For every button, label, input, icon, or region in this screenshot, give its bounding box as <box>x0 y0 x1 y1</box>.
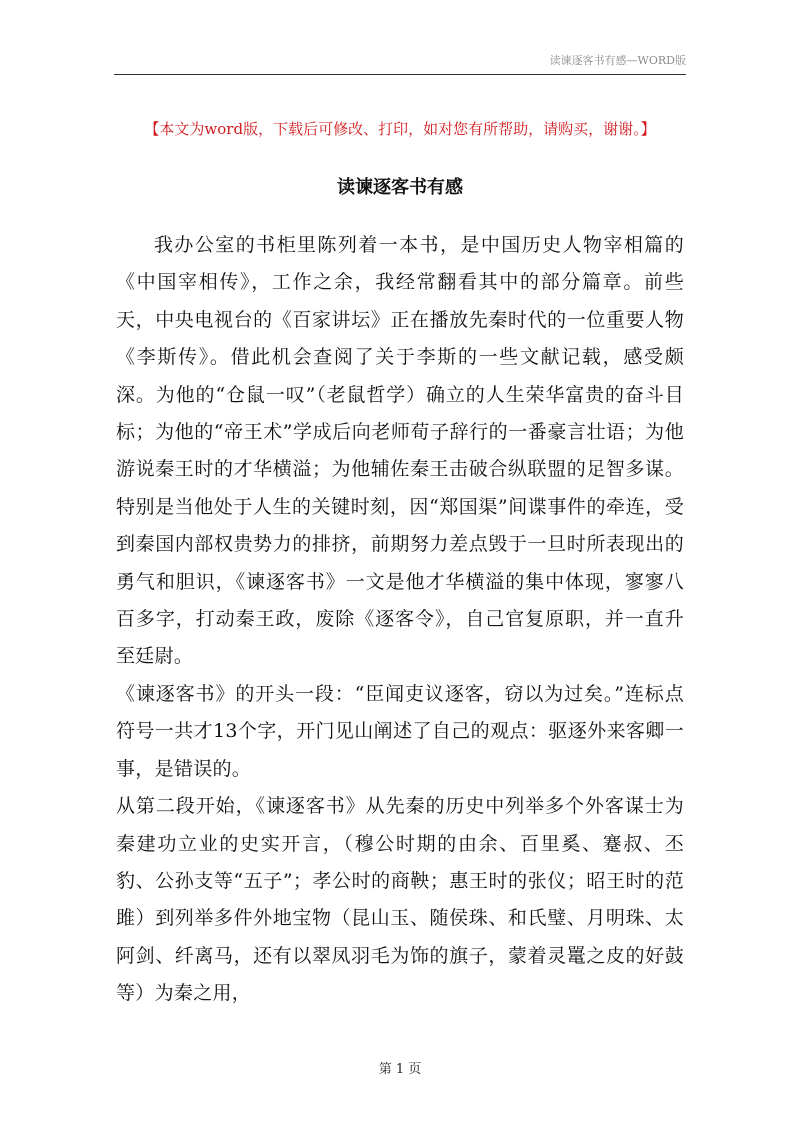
document-title: 读谏逐客书有感 <box>337 177 463 198</box>
page-number: 第 1 页 <box>378 1062 422 1077</box>
paragraph-1: 我办公室的书柜里陈列着一本书，是中国历史人物宰相篇的《中国宰相传》，工作之余，我经常翻看其中的部分篇章。前些天，中央电视台的《百家讲坛》正在播放先秦时代的一位重要人物《李斯传》。借此机会查阅了关于李斯的一些文献记载，感受颇深。为他的“仓鼠一叹”（老鼠哲学）确立的人生荣华富贵的奋斗目标；为他的“帝王术”学成后向老师荀子辞行的一番豪言壮语；为他游说秦王时的才华横溢；为他辅佐秦王击破合纵联盟的足智多谋。特别是当他处于人生的关键时刻，因“郑国渠”间谍事件的牵连，受到秦国内部权贵势力的排挤，前期努力差点毁于一旦时所表现出的勇气和胆识，《谏逐客书》一文是他才华横溢的集中体现，寥寥八百多字，打动秦王政，废除《逐客令》，自己官复原职，并一直升至廷尉。 <box>116 234 684 668</box>
running-header: 读谏逐客书有感—WORD版 <box>549 54 686 67</box>
paragraph-3: 从第二段开始，《谏逐客书》从先秦的历史中列举多个外客谋士为秦建功立业的史实开言，（穆公时期的由余、百里奚、蹇叔、丕豹、公孙支等“五子”；孝公时的商鞅；惠王时的张仪；昭王时的范雎）到列举多件外地宝物（昆山玉、随侯珠、和氏璧、月明珠、太阿剑、纤离马，还有以翠凤羽毛为饰的旗子，蒙着灵鼍之皮的好鼓等）为秦之用， <box>116 795 684 1005</box>
document-body <box>116 227 684 1013</box>
paragraph-2: 《谏逐客书》的开头一段：“臣闻吏议逐客，窃以为过矣。”连标点符号一共才13个字，开门见山阐述了自己的观点：驱逐外来客卿一事，是错误的。 <box>116 682 684 780</box>
header-divider <box>114 74 686 75</box>
word-version-notice: 【本文为word版，下载后可修改、打印，如对您有所帮助，请购买，谢谢。】 <box>144 120 656 138</box>
